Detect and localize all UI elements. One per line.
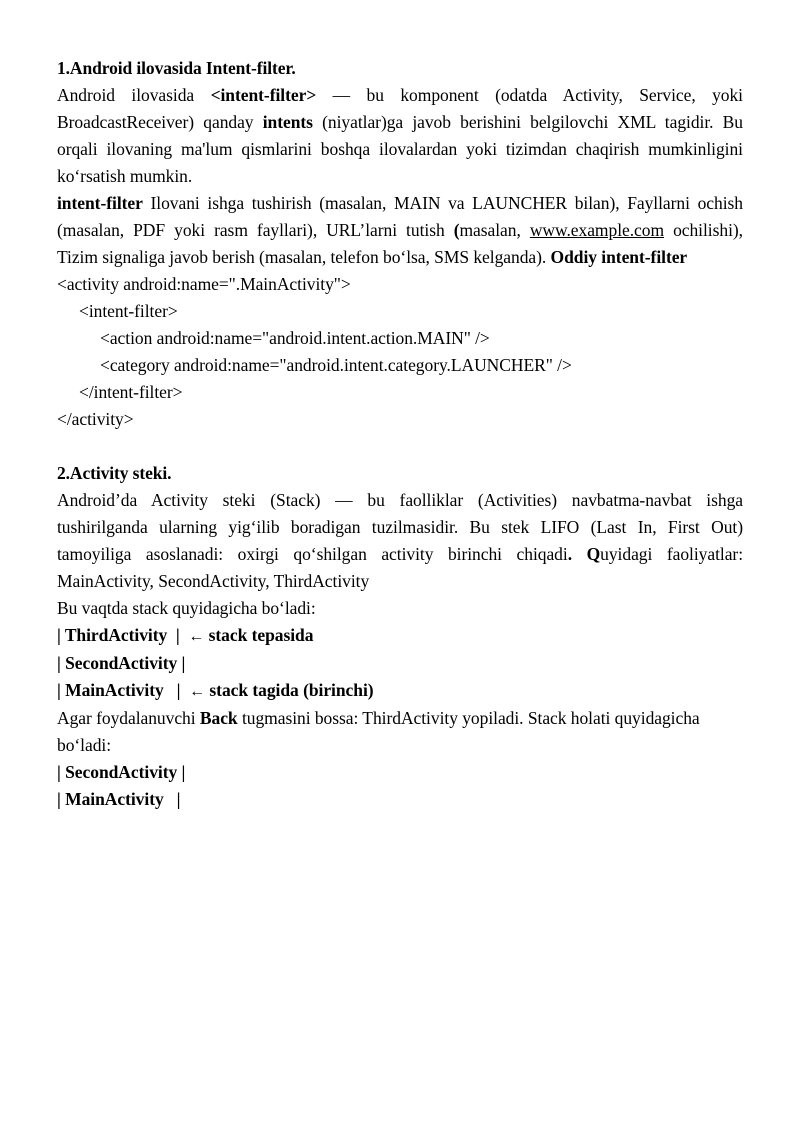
stack2-row-second [57, 759, 743, 786]
stack1-row-main [57, 677, 743, 705]
p1-run-5: (niyatlar)ga javob berishini belgilovchi XML tagidir. Bu orqali ilovaning ma'lum qismlarini boshqa ilovalardan yoki tizimdan chaqirish mumkinligini ko‘rsatish mumkin. [57, 112, 743, 186]
left-arrow-icon: ← [189, 683, 206, 700]
section-2-paragraph-1 [57, 487, 743, 595]
section-2-paragraph-2 [57, 705, 743, 759]
stack1-main-label: | MainActivity | [57, 680, 181, 700]
left-arrow-icon: ← [188, 628, 205, 645]
stack2-row-main [57, 786, 743, 813]
code-line-activity-open: <activity android:name=".MainActivity"> [57, 274, 351, 294]
p2-intent-filter-keyword: intent-filter [57, 193, 143, 213]
document-body [57, 55, 743, 813]
s2p2-run-1: Agar foydalanuvchi [57, 708, 200, 728]
code-line-intent-filter-close: </intent-filter> [79, 382, 183, 402]
section-1-paragraph-2 [57, 190, 743, 271]
stack1-row-second [57, 650, 743, 677]
stack-intro-line: Bu vaqtda stack quyidagicha bo‘ladi: [57, 598, 316, 618]
p1-intent-filter-tag: <intent-filter> [210, 85, 317, 105]
p2-run-4: masalan, [459, 220, 530, 240]
code-line-category-launcher: <category android:name="android.intent.category.LAUNCHER" /> [100, 355, 572, 375]
s2p1-run-1: Android’da Activity steki (Stack) — bu faolliklar (Activities) navbatma-navbat ishga tushirilganda ularning yig‘ilib boradigan tuzilmasidir. Bu stek LIFO (Last In, First Out) tamoyiliga asoslanadi: oxirgi qo‘shilgan activity birinchi chiqadi [57, 490, 743, 564]
s2p1-bold-q: Q [586, 544, 601, 564]
section-spacer [57, 433, 743, 460]
code-line-activity-close: </activity> [57, 409, 134, 429]
p2-run-2: Ilovani ishga tushirish (masalan, MAIN va LAUNCHER bilan), Fayllarni ochish (masalan, PDF yoki rasm fayllari), URL’larni tutish [57, 193, 743, 240]
p2-oddiy-intent-filter: Oddiy intent-filter [550, 247, 688, 267]
section-1-heading-text: 1.Android ilovasida Intent-filter. [57, 58, 296, 78]
back-button-keyword: Back [199, 708, 238, 728]
stack2-main-label: | MainActivity | [57, 789, 181, 809]
s2p1-run-4: uyidagi faoliyatlar: MainActivity, SecondActivity, ThirdActivity [57, 544, 744, 591]
stack1-row-third [57, 622, 743, 650]
code-line-intent-filter-open: <intent-filter> [79, 301, 178, 321]
example-url-link[interactable]: www.example.com [529, 220, 665, 240]
code-line-action-main: <action android:name="android.intent.action.MAIN" /> [100, 328, 490, 348]
stack1-third-label: | ThirdActivity | [57, 625, 180, 645]
p1-run-1: Android ilovasida [57, 85, 211, 105]
s2p2-run-3: tugmasini bossa: ThirdActivity yopiladi. Stack holati quyidagicha bo‘ladi: [57, 708, 700, 755]
p2-open-paren: ( [453, 220, 460, 240]
stack2-second-label: | SecondActivity | [57, 762, 186, 782]
stack1-second-label: | SecondActivity | [57, 653, 186, 673]
section-1-paragraph-1 [57, 82, 743, 190]
s2p1-bold-period: . [567, 544, 573, 564]
stack1-third-note: stack tepasida [208, 625, 314, 645]
section-2-heading [57, 460, 743, 487]
p2-run-6: ochilishi), Tizim signaliga javob berish (masalan, telefon bo‘lsa, SMS kelganda). [57, 220, 743, 267]
section-2-heading-text: 2.Activity steki. [57, 463, 172, 483]
section-1-heading [57, 55, 743, 82]
p1-run-3: — bu komponent (odatda Activity, Service, yoki BroadcastReceiver) qanday [57, 85, 743, 132]
stack1-main-note: stack tagida (birinchi) [209, 680, 374, 700]
p1-intents-keyword: intents [262, 112, 313, 132]
